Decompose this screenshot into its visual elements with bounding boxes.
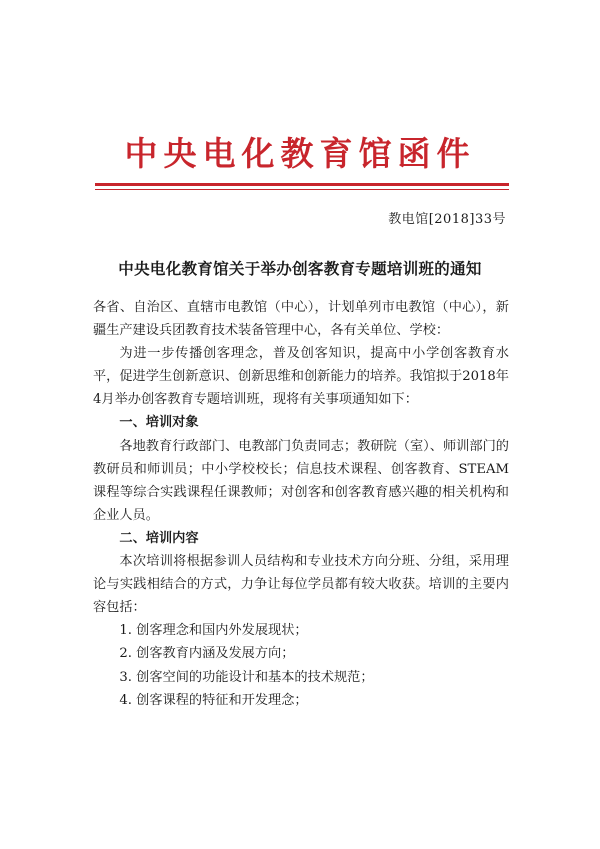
intro-paragraph: 为进一步传播创客理念，普及创客知识，提高中小学创客教育水平，促进学生创新意识、创新思维和创新能力的培养。我馆拟于2018年4月举办创客教育专题培训班，现将有关事项通知如下： bbox=[93, 346, 509, 408]
content-list-item: 1. 创客理念和国内外发展现状； bbox=[119, 623, 308, 639]
section-heading-content: 二、培训内容 bbox=[119, 530, 199, 546]
section-text-content: 本次培训将根据参训人员结构和专业技术方向分班、分组，采用理论与实践相结合的方式，力争让每位学员都有较大收获。培训的主要内容包括： bbox=[93, 554, 509, 616]
letterhead-title: 中央电化教育馆函件 bbox=[124, 134, 476, 173]
section-heading-targets: 一、培训对象 bbox=[119, 415, 199, 431]
content-list-item: 4. 创客课程的特征和开发理念； bbox=[119, 692, 308, 708]
content-list-item: 2. 创客教育内涵及发展方向； bbox=[119, 646, 295, 662]
document-number: 教电馆[2018]33号 bbox=[388, 212, 506, 227]
notice-title: 中央电化教育馆关于举办创客教育专题培训班的通知 bbox=[118, 260, 482, 278]
letterhead-rule-thick bbox=[95, 183, 509, 186]
letterhead-rule-thin bbox=[95, 189, 509, 190]
salutation: 各省、自治区、直辖市电教馆（中心），计划单列市电教馆（中心），新疆生产建设兵团教育技术装备管理中心，各有关单位、学校： bbox=[93, 300, 509, 339]
section-text-targets: 各地教育行政部门、电教部门负责同志；教研院（室）、师训部门的教研员和师训员；中小学校校长；信息技术课程、创客教育、STEAM课程等综合实践课程任课教师；对创客和创客教育感兴趣的相关机构和企业人员。 bbox=[93, 438, 509, 523]
content-list-item: 3. 创客空间的功能设计和基本的技术规范； bbox=[119, 669, 374, 685]
notice-body bbox=[93, 296, 509, 712]
